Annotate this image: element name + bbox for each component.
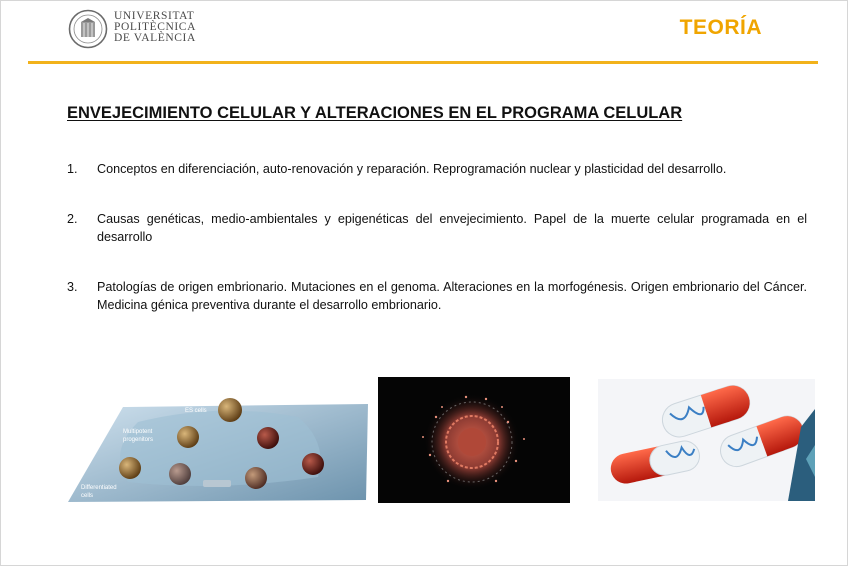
label-cells: cells <box>81 493 94 499</box>
university-seal-icon <box>68 9 108 49</box>
label-progenitors: progenitors <box>123 437 154 443</box>
list-item-number: 1. <box>67 162 78 176</box>
list-item-text: Causas genéticas, medio-ambientales y epigenéticas del envejecimiento. Papel de la muerte celular programada en el desarrollo <box>97 212 807 244</box>
dna-capsules-image <box>598 379 815 501</box>
list-item-number: 3. <box>67 280 78 294</box>
section-tag: TEORÍA <box>679 16 762 39</box>
university-name-line-3: DE VALÈNCIA <box>114 32 196 44</box>
cell-particles-image <box>378 377 570 503</box>
label-multipotent: Multipotent <box>123 429 153 435</box>
list-item-2 <box>67 210 807 246</box>
slide-title: ENVEJECIMIENTO CELULAR Y ALTERACIONES EN EL PROGRAMA CELULAR <box>67 104 683 122</box>
university-name-line-2: POLITÈCNICA <box>114 21 196 33</box>
list-item-text: Conceptos en diferenciación, auto-renovación y reparación. Reprogramación nuclear y plasticidad del desarrollo. <box>97 162 727 176</box>
label-differentiated: Differentiated <box>81 485 117 491</box>
list-item-text: Patologías de origen embrionario. Mutaciones en el genoma. Alteraciones en la morfogénesis. Origen embrionario del Cáncer. Medicina génica preventiva durante el desarrollo embrionario. <box>97 280 807 312</box>
stem-cell-diagram-image <box>68 382 368 502</box>
list-item-1 <box>67 160 807 178</box>
university-logo <box>68 9 208 53</box>
header-divider <box>28 61 818 64</box>
list-item-3 <box>67 278 807 314</box>
list-item-number: 2. <box>67 212 78 226</box>
university-name <box>114 11 196 44</box>
label-es-cells: ES cells <box>185 408 207 414</box>
university-name-line-1: UNIVERSITAT <box>114 10 195 22</box>
